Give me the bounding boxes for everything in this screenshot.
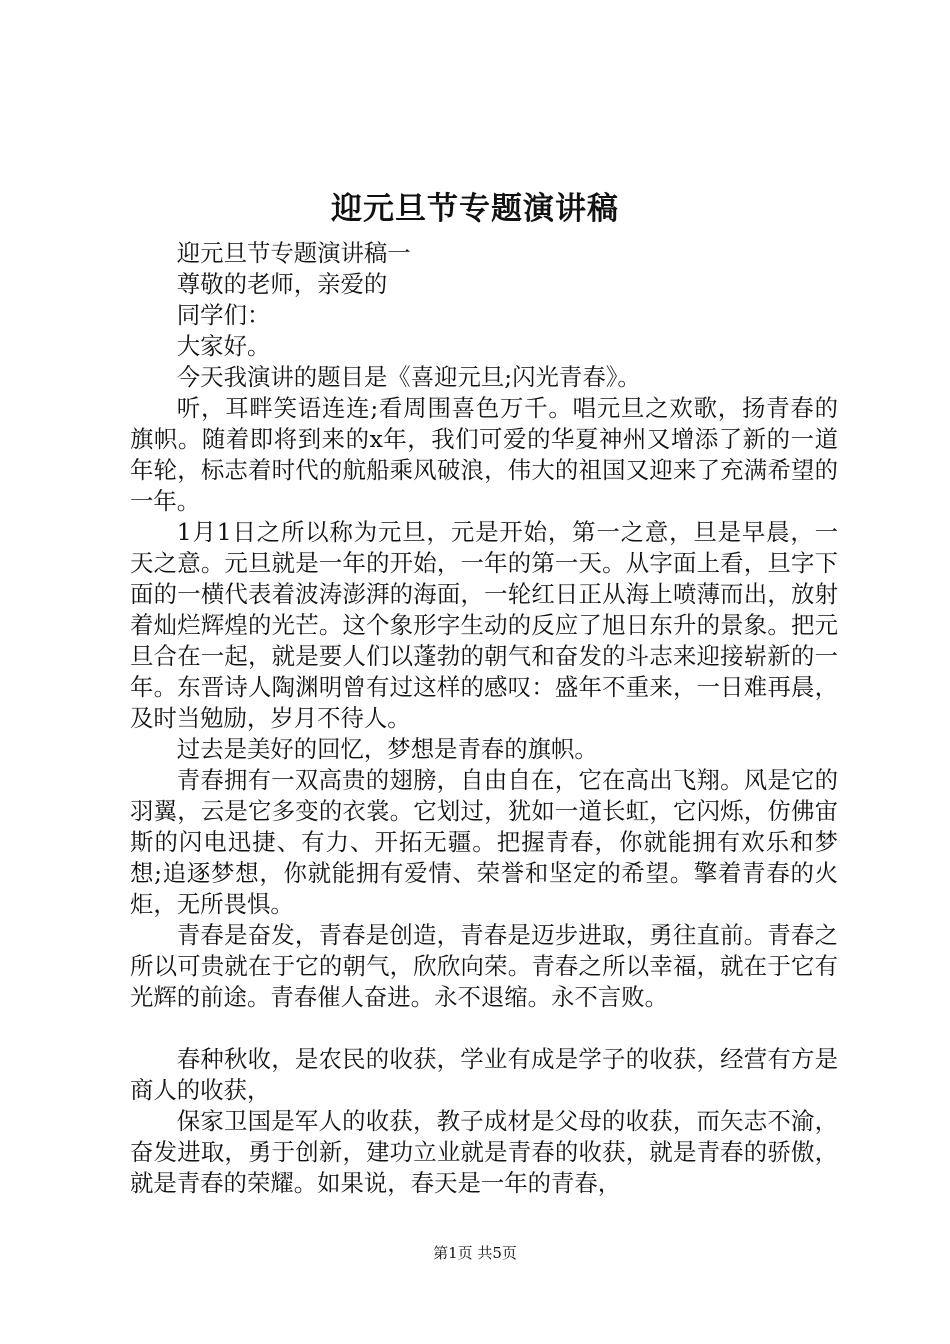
- page-footer: 第1页 共5页: [433, 1244, 517, 1262]
- paragraph: 听，耳畔笑语连连;看周围喜色万千。唱元旦之欢歌，扬青春的旗帜。随着即将到来的x年，我们可爱的华夏神州又增添了新的一道年轮，标志着时代的航船乘风破浪，伟大的祖国又迎来了充满希望的一年。: [130, 394, 838, 515]
- paragraph: 今天我演讲的题目是《喜迎元旦;闪光青春》。: [176, 363, 641, 391]
- paragraph: 春种秋收，是农民的收获，学业有成是学子的收获，经营有方是商人的收获，: [130, 1045, 838, 1104]
- paragraph: 过去是美好的回忆，梦想是青春的旗帜。: [176, 735, 598, 763]
- paragraph: 保家卫国是军人的收获，教子成材是父母的收获，而矢志不渝，奋发进取，勇于创新，建功立业就是青春的收获，就是青春的骄傲，就是青春的荣耀。如果说，春天是一年的青春，: [130, 1107, 838, 1197]
- paragraph: 迎元旦节专题演讲稿一: [176, 239, 411, 267]
- paragraph: 青春是奋发，青春是创造，青春是迈步进取，勇往直前。青春之所以可贵就在于它的朝气，欣欣向荣。青春之所以幸福，就在于它有光辉的前途。青春催人奋进。永不退缩。永不言败。: [130, 921, 838, 1011]
- paragraph: 1月1日之所以称为元旦，元是开始，第一之意，旦是早晨，一天之意。元旦就是一年的开始，一年的第一天。从字面上看，旦字下面的一横代表着波涛澎湃的海面，一轮红日正从海上喷薄而出，放射着灿烂辉煌的光芒。这个象形字生动的反应了旭日东升的景象。把元旦合在一起，就是要人们以蓬勃的朝气和奋发的斗志来迎接崭新的一年。东晋诗人陶渊明曾有过这样的感叹：盛年不重来，一日难再晨，及时当勉励，岁月不待人。: [130, 518, 838, 732]
- document-title: 迎元旦节专题演讲稿: [331, 191, 619, 227]
- paragraph: 青春拥有一双高贵的翅膀，自由自在，它在高出飞翔。风是它的羽翼，云是它多变的衣裳。它划过，犹如一道长虹，它闪烁，仿佛宙斯的闪电迅捷、有力、开拓无疆。把握青春，你就能拥有欢乐和梦想;追逐梦想，你就能拥有爱情、荣誉和坚定的希望。擎着青春的火炬，无所畏惧。: [130, 766, 838, 918]
- document-body: [130, 238, 838, 1199]
- paragraph: 尊敬的老师，亲爱的: [176, 270, 388, 298]
- paragraph: 大家好。: [176, 332, 271, 360]
- paragraph: 同学们：: [176, 301, 271, 329]
